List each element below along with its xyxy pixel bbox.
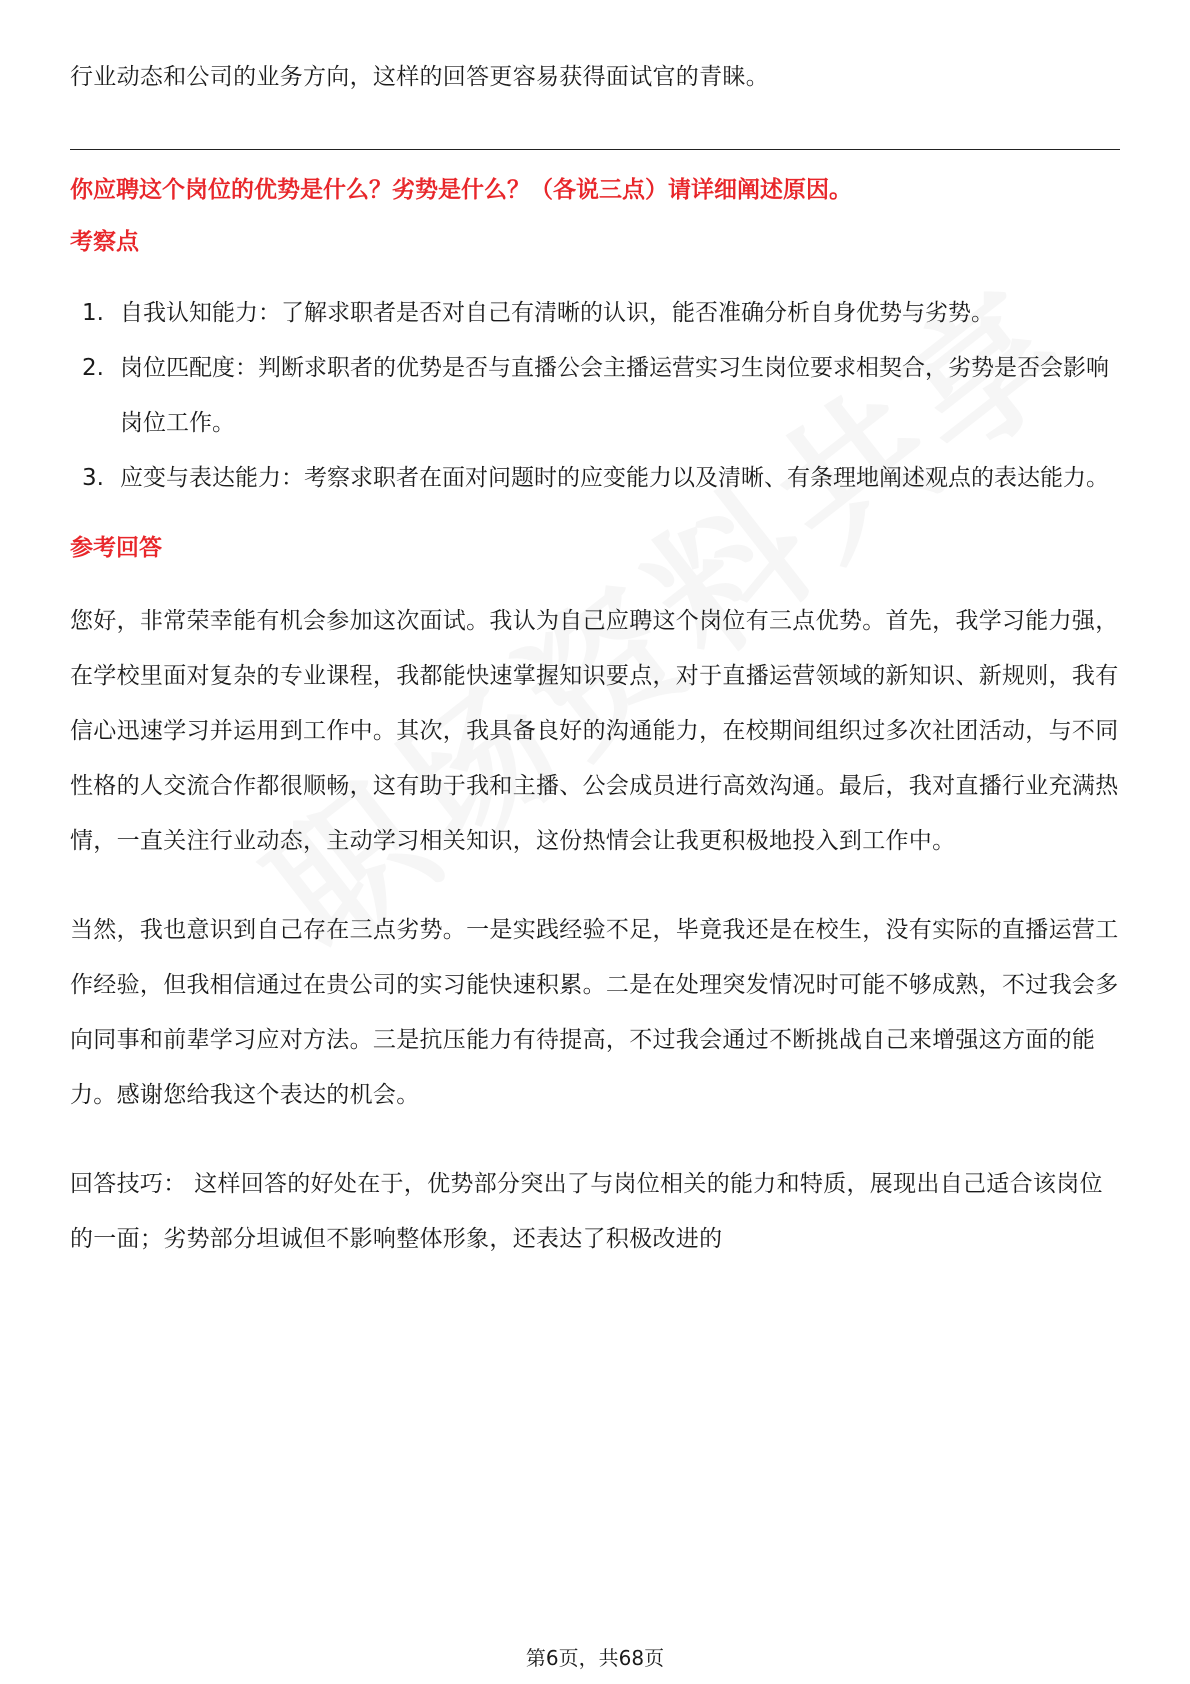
inspection-points-list <box>70 286 1120 506</box>
question-heading: 你应聘这个岗位的优势是什么？劣势是什么？（各说三点）请详细阐述原因。 <box>70 177 852 203</box>
page-footer: 第6页，共68页 <box>525 1646 665 1670</box>
list-item <box>70 286 1120 341</box>
reference-title: 参考回答 <box>70 535 162 561</box>
top-fragment: 行业动态和公司的业务方向，这样的回答更容易获得面试官的青睐。 <box>70 64 769 90</box>
list-item-text: 应变与表达能力：考察求职者在面对问题时的应变能力以及清晰、有条理地阐述观点的表达能力。 <box>120 465 1109 491</box>
list-item-text: 岗位匹配度：判断求职者的优势是否与直播公会主播运营实习生岗位要求相契合，劣势是否会影响岗位工作。 <box>120 355 1109 436</box>
list-item-text: 自我认知能力：了解求职者是否对自己有清晰的认识，能否准确分析自身优势与劣势。 <box>120 300 994 326</box>
tips-paragraph: 回答技巧： 这样回答的好处在于，优势部分突出了与岗位相关的能力和特质，展现出自己适合该岗位的一面；劣势部分坦诚但不影响整体形象，还表达了积极改进的 <box>70 1171 1103 1252</box>
divider <box>70 149 1120 150</box>
list-number: 1. <box>82 300 104 326</box>
list-item <box>70 341 1120 451</box>
list-number: 3. <box>82 465 104 491</box>
answer-paragraph: 当然，我也意识到自己存在三点劣势。一是实践经验不足，毕竟我还是在校生，没有实际的直播运营工作经验，但我相信通过在贵公司的实习能快速积累。二是在处理突发情况时可能不够成熟，不过我会多向同事和前辈学习应对方法。三是抗压能力有待提高，不过我会通过不断挑战自己来增强这方面的能力。感谢您给我这个表达的机会。 <box>70 917 1119 1108</box>
inspection-title: 考察点 <box>70 229 139 255</box>
list-number: 2. <box>82 355 104 381</box>
answer-paragraph: 您好，非常荣幸能有机会参加这次面试。我认为自己应聘这个岗位有三点优势。首先，我学习能力强，在学校里面对复杂的专业课程，我都能快速掌握知识要点，对于直播运营领域的新知识、新规则，我有信心迅速学习并运用到工作中。其次，我具备良好的沟通能力，在校期间组织过多次社团活动，与不同性格的人交流合作都很顺畅，这有助于我和主播、公会成员进行高效沟通。最后，我对直播行业充满热情，一直关注行业动态，主动学习相关知识，这份热情会让我更积极地投入到工作中。 <box>70 608 1119 854</box>
page-content <box>70 50 1120 1267</box>
list-item <box>70 451 1120 506</box>
